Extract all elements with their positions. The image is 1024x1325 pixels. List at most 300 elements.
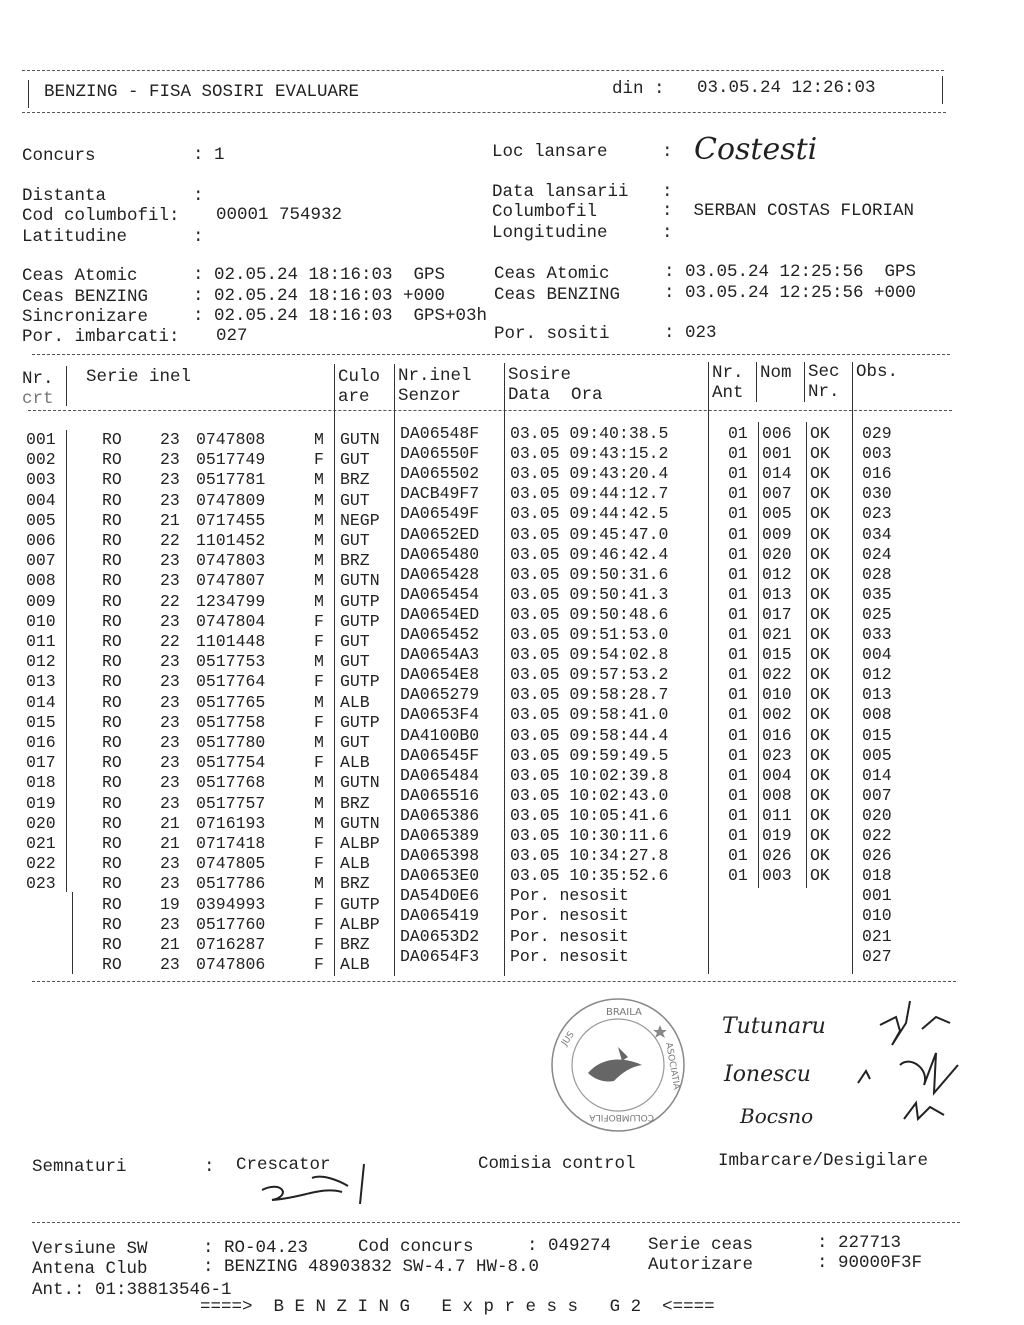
stamp-left-text: JUS [559, 1029, 577, 1048]
row-color: GUT [340, 490, 370, 510]
row-an: 23 [160, 854, 180, 874]
row-nom: 013 [762, 584, 792, 604]
row-ant: 01 [728, 524, 748, 544]
row-an: 23 [160, 470, 180, 490]
row-obs: 021 [862, 926, 892, 946]
col-nom-header: Nom [760, 363, 792, 383]
row-tara: RO [102, 692, 122, 712]
row-sec: OK [810, 444, 830, 464]
cod-concurs-value: : 049274 [527, 1236, 612, 1256]
row-sex: M [314, 692, 324, 712]
col-sec-header: Sec [808, 362, 840, 382]
crescator-label: Crescator [236, 1155, 331, 1175]
row-an: 23 [160, 712, 180, 732]
row-tara: RO [102, 773, 122, 793]
row-sensor: DA065428 [400, 564, 480, 584]
row-sensor: DA4100B0 [400, 725, 480, 745]
row-ant: 01 [728, 504, 748, 524]
row-obs: 001 [862, 886, 892, 906]
row-an: 23 [160, 773, 180, 793]
row-color: NEGP [340, 510, 380, 530]
row-an: 23 [160, 551, 180, 571]
row-sec: OK [810, 544, 830, 564]
row-arrival: 03.05 10:30:11.6 [510, 826, 669, 845]
row-ring: 0747803 [196, 551, 266, 571]
row-arrival: 03.05 09:57:53.2 [510, 665, 669, 685]
row-obs: 005 [862, 745, 892, 765]
row-sec: OK [810, 826, 830, 845]
association-stamp [548, 995, 688, 1135]
row-sec: OK [810, 645, 830, 665]
row-obs: 007 [862, 785, 892, 805]
col-sep-7b [806, 422, 807, 888]
row-obs: 003 [862, 444, 892, 464]
col-nrant-header: Nr. [712, 363, 744, 383]
row-nom: 011 [762, 805, 792, 825]
imbarcare-label: Imbarcare/Desigilare [718, 1151, 929, 1171]
row-ring: 0517764 [196, 672, 266, 692]
row-obs: 033 [862, 625, 892, 644]
row-obs: 013 [862, 685, 892, 705]
table-top-rule [32, 354, 950, 355]
stamp-bottom-text: COLUMBOFILA [589, 1112, 654, 1122]
row-tara: RO [102, 571, 122, 591]
row-tara: RO [102, 813, 122, 833]
concurs-label: Concurs [22, 146, 96, 166]
row-an: 23 [160, 450, 180, 470]
table-bottom-rule [32, 981, 956, 982]
row-color: GUTN [340, 571, 380, 591]
row-ant: 01 [728, 665, 748, 685]
row-sensor: DA065454 [400, 584, 480, 604]
row-obs: 022 [862, 826, 892, 845]
table-header-rule [28, 410, 952, 411]
row-sec: OK [810, 504, 830, 524]
row-sex: M [314, 813, 324, 833]
col-sec-header-2: Nr. [808, 382, 840, 402]
row-ring: 0517749 [196, 450, 266, 470]
row-nr: 022 [26, 854, 56, 874]
row-arrival: 03.05 09:44:42.5 [510, 504, 669, 524]
row-nom: 007 [762, 484, 792, 504]
row-sensor: DA065389 [400, 826, 480, 845]
row-obs: 034 [862, 524, 892, 544]
por-imbarcati-value: 027 [216, 326, 248, 346]
row-sensor: DA0653E0 [400, 866, 480, 886]
row-nom: 004 [762, 765, 792, 785]
row-nom: 009 [762, 524, 792, 544]
row-obs: 008 [862, 705, 892, 725]
row-color: GUTN [340, 430, 380, 449]
row-sex: M [314, 652, 324, 672]
pigeon-icon [588, 1047, 642, 1082]
semnaturi-colon: : [204, 1157, 215, 1177]
row-sec: OK [810, 665, 830, 685]
row-ant: 01 [728, 685, 748, 705]
row-ant: 01 [728, 805, 748, 825]
row-nr: 010 [26, 611, 56, 631]
row-ring: 0747809 [196, 490, 266, 510]
row-tara: RO [102, 894, 122, 914]
latitudine-label: Latitudine [22, 227, 128, 247]
ceas-atomic-end-value: : 03.05.24 12:25:56 GPS [664, 262, 917, 282]
row-nr: 015 [26, 712, 56, 732]
row-an: 23 [160, 611, 180, 631]
row-color: GUT [340, 531, 370, 550]
row-tara: RO [102, 935, 122, 954]
row-color: ALB [340, 692, 370, 712]
col-nr-header: Nr. [22, 369, 54, 389]
col-obs-header: Obs. [856, 362, 899, 382]
row-an: 23 [160, 914, 180, 934]
row-sec: OK [810, 484, 830, 504]
row-arrival: 03.05 09:40:38.5 [510, 424, 669, 443]
row-ant: 01 [728, 705, 748, 725]
autorizare-value: : 90000F3F [817, 1253, 923, 1273]
por-sositi-value: : 023 [664, 323, 717, 343]
data-lansarii-value: : [662, 182, 673, 202]
row-color: GUTP [340, 894, 380, 914]
row-tara: RO [102, 733, 122, 752]
stamp-top-text: BRAILA [606, 1007, 642, 1018]
row-an: 23 [160, 692, 180, 712]
row-sex: M [314, 551, 324, 571]
row-nom: 008 [762, 785, 792, 805]
row-tara: RO [102, 753, 122, 773]
row-color: GUTN [340, 773, 380, 793]
row-nr: 014 [26, 692, 56, 712]
row-sex: M [314, 510, 324, 530]
ceas-benzing-end-value: : 03.05.24 12:25:56 +000 [664, 283, 917, 303]
row-nr: 021 [26, 834, 56, 853]
row-sensor: DACB49F7 [400, 484, 480, 504]
row-obs: 023 [862, 504, 892, 524]
row-nr: 019 [26, 793, 56, 813]
row-color: GUTP [340, 672, 380, 692]
cod-columbofil-value: 00001 754932 [216, 205, 343, 225]
row-ant: 01 [728, 866, 748, 886]
row-obs: 025 [862, 604, 892, 624]
row-nr: 005 [26, 510, 56, 530]
row-color: GUTP [340, 712, 380, 732]
row-ring: 0717418 [196, 834, 266, 853]
row-color: GUT [340, 652, 370, 672]
row-ant: 01 [728, 584, 748, 604]
row-sec: OK [810, 745, 830, 765]
row-sex: M [314, 430, 324, 449]
row-sec: OK [810, 604, 830, 624]
signature-name-3: Bocsno [740, 1104, 814, 1128]
row-color: BRZ [340, 470, 370, 490]
row-nr: 016 [26, 733, 56, 752]
row-sensor: DA06548F [400, 424, 480, 443]
row-obs: 015 [862, 725, 892, 745]
col-culoare-header: Culo [338, 367, 381, 387]
row-an: 22 [160, 632, 180, 651]
row-an: 23 [160, 430, 180, 449]
row-color: GUT [340, 632, 370, 651]
row-nr: 011 [26, 632, 56, 651]
row-ant: 01 [728, 444, 748, 464]
row-sex: F [314, 854, 324, 874]
row-sec: OK [810, 805, 830, 825]
row-arrival: 03.05 09:50:41.3 [510, 584, 669, 604]
serie-ceas-label: Serie ceas [648, 1235, 754, 1255]
row-sex: F [314, 935, 324, 954]
row-tara: RO [102, 955, 122, 975]
row-arrival: 03.05 09:46:42.4 [510, 544, 669, 564]
row-tara: RO [102, 854, 122, 874]
row-nom: 016 [762, 725, 792, 745]
row-sensor: DA065419 [400, 906, 480, 926]
row-nr: 017 [26, 753, 56, 773]
row-tara: RO [102, 490, 122, 510]
col-sep-5 [708, 362, 709, 974]
row-ring: 0747807 [196, 571, 266, 591]
row-tara: RO [102, 874, 122, 894]
row-color: GUTP [340, 611, 380, 631]
row-an: 23 [160, 955, 180, 975]
row-an: 21 [160, 834, 180, 853]
row-ant: 01 [728, 484, 748, 504]
row-obs: 026 [862, 846, 892, 866]
row-obs: 035 [862, 584, 892, 604]
row-sensor: DA0653D2 [400, 926, 480, 946]
row-sex: M [314, 773, 324, 793]
row-ring: 1101452 [196, 531, 266, 550]
row-color: BRZ [340, 935, 370, 954]
row-sec: OK [810, 564, 830, 584]
row-an: 23 [160, 874, 180, 894]
row-arrival: 03.05 09:45:47.0 [510, 524, 669, 544]
columbofil-value: : SERBAN COSTAS FLORIAN [662, 201, 915, 221]
row-ant: 01 [728, 785, 748, 805]
row-sex: F [314, 611, 324, 631]
row-sex: M [314, 490, 324, 510]
row-nr: 001 [26, 430, 56, 449]
row-color: GUT [340, 733, 370, 752]
col-nr-header-2: crt [22, 389, 54, 409]
row-arrival: Por. nesosit [510, 886, 629, 906]
row-sex: F [314, 834, 324, 853]
row-arrival: 03.05 10:34:27.8 [510, 846, 669, 866]
row-ant: 01 [728, 745, 748, 765]
row-ring: 0517765 [196, 692, 266, 712]
row-ant: 01 [728, 564, 748, 584]
row-nom: 002 [762, 705, 792, 725]
row-sex: M [314, 470, 324, 490]
row-nom: 020 [762, 544, 792, 564]
row-an: 21 [160, 813, 180, 833]
row-sensor: DA065398 [400, 846, 480, 866]
row-an: 23 [160, 652, 180, 672]
row-ring: 1101448 [196, 632, 266, 651]
row-ring: 0716287 [196, 935, 266, 954]
serie-ceas-value: : 227713 [817, 1233, 902, 1253]
row-nom: 003 [762, 866, 792, 886]
row-sensor: DA06550F [400, 444, 480, 464]
row-sensor: DA065484 [400, 765, 480, 785]
row-arrival: 03.05 09:54:02.8 [510, 645, 669, 665]
row-nom: 006 [762, 424, 792, 443]
row-an: 23 [160, 490, 180, 510]
row-nr: 008 [26, 571, 56, 591]
row-obs: 014 [862, 765, 892, 785]
row-color: GUT [340, 450, 370, 470]
col-serie-header: Serie inel [86, 367, 192, 387]
row-sex: M [314, 531, 324, 550]
row-arrival: 03.05 09:58:44.4 [510, 725, 669, 745]
row-arrival: Por. nesosit [510, 926, 629, 946]
loc-lansare-label: Loc lansare [492, 142, 608, 162]
row-sensor: DA065452 [400, 625, 480, 644]
longitudine-label: Longitudine [492, 223, 608, 243]
crescator-signature [252, 1160, 382, 1210]
din-label: din : [612, 79, 665, 99]
sincronizare-label: Sincronizare [22, 307, 149, 327]
ant-label: Ant.: 01:38813546-1 [32, 1280, 232, 1300]
row-sec: OK [810, 705, 830, 725]
col-nrinel-header: Nr.inel [398, 366, 472, 386]
row-ring: 0517768 [196, 773, 266, 793]
din-value: 03.05.24 12:26:03 [697, 78, 876, 98]
row-an: 19 [160, 894, 180, 914]
row-sex: F [314, 672, 324, 692]
row-ant: 01 [728, 846, 748, 866]
data-lansarii-label: Data lansarii [492, 182, 629, 202]
antena-value: : BENZING 48903832 SW-4.7 HW-8.0 [203, 1257, 540, 1277]
ceas-atomic-value: : 02.05.24 18:16:03 GPS [193, 265, 446, 285]
row-tara: RO [102, 712, 122, 732]
row-sec: OK [810, 584, 830, 604]
row-tara: RO [102, 591, 122, 611]
row-sex: F [314, 632, 324, 651]
col-nrinel-header-2: Senzor [398, 386, 462, 406]
row-tara: RO [102, 611, 122, 631]
row-sensor: DA0654ED [400, 604, 480, 624]
row-tara: RO [102, 652, 122, 672]
row-obs: 018 [862, 866, 892, 886]
row-nom: 010 [762, 685, 792, 705]
row-an: 23 [160, 793, 180, 813]
row-tara: RO [102, 672, 122, 692]
footer-top-rule [32, 1222, 960, 1223]
ceas-benzing-end-label: Ceas BENZING [494, 285, 621, 305]
autorizare-label: Autorizare [648, 1255, 754, 1275]
row-arrival: 03.05 09:44:12.7 [510, 484, 669, 504]
header-bottom-rule [22, 112, 946, 113]
row-an: 23 [160, 672, 180, 692]
row-sex: M [314, 793, 324, 813]
row-arrival: 03.05 09:58:41.0 [510, 705, 669, 725]
row-sensor: DA065386 [400, 805, 480, 825]
row-sensor: DA06549F [400, 504, 480, 524]
col-sep-7 [804, 362, 805, 402]
row-obs: 012 [862, 665, 892, 685]
row-nom: 017 [762, 604, 792, 624]
row-arrival: 03.05 09:51:53.0 [510, 625, 669, 644]
row-ring: 0747805 [196, 854, 266, 874]
row-arrival: 03.05 10:35:52.6 [510, 866, 669, 886]
row-ant: 01 [728, 424, 748, 443]
row-color: ALBP [340, 834, 380, 853]
row-sensor: DA0653F4 [400, 705, 480, 725]
ceas-benzing-label: Ceas BENZING [22, 287, 149, 307]
row-obs: 028 [862, 564, 892, 584]
row-obs: 016 [862, 464, 892, 484]
concurs-value: : 1 [193, 145, 225, 165]
versiune-label: Versiune SW [32, 1239, 148, 1259]
row-tara: RO [102, 632, 122, 651]
row-ring: 0517753 [196, 652, 266, 672]
row-ring: 0517760 [196, 914, 266, 934]
row-ring: 0747804 [196, 611, 266, 631]
row-arrival: 03.05 10:05:41.6 [510, 805, 669, 825]
loc-lansare-colon: : [662, 142, 673, 162]
por-imbarcati-label: Por. imbarcati: [22, 327, 180, 347]
stamp-right-text: ASOCIATIA [663, 1041, 682, 1091]
row-arrival: Por. nesosit [510, 946, 629, 966]
header-top-rule [22, 70, 944, 71]
col-culoare-header-2: are [338, 387, 370, 407]
row-an: 23 [160, 571, 180, 591]
row-sex: M [314, 591, 324, 611]
semnaturi-label: Semnaturi [32, 1157, 127, 1177]
comisia-label: Comisia control [478, 1154, 636, 1174]
row-sex: M [314, 874, 324, 894]
row-nom: 012 [762, 564, 792, 584]
versiune-value: : RO-04.23 [203, 1238, 309, 1258]
row-sex: F [314, 914, 324, 934]
distanta-label: Distanta [22, 186, 107, 206]
row-nr: 009 [26, 591, 56, 611]
row-an: 23 [160, 753, 180, 773]
row-ant: 01 [728, 544, 748, 564]
latitudine-value: : [193, 227, 204, 247]
row-ant: 01 [728, 625, 748, 644]
row-ring: 0747806 [196, 955, 266, 975]
row-an: 22 [160, 591, 180, 611]
row-sex: M [314, 733, 324, 752]
row-ant: 01 [728, 604, 748, 624]
col-sep-6b [758, 422, 759, 888]
row-sensor: DA065480 [400, 544, 480, 564]
row-nr: 006 [26, 531, 56, 550]
row-an: 22 [160, 531, 180, 550]
row-obs: 010 [862, 906, 892, 926]
row-ring: 0517758 [196, 712, 266, 732]
row-arrival: 03.05 10:02:39.8 [510, 765, 669, 785]
row-nr: 012 [26, 652, 56, 672]
ceas-atomic-label: Ceas Atomic [22, 266, 138, 286]
row-arrival: Por. nesosit [510, 906, 629, 926]
col-sep-3 [394, 364, 395, 976]
row-ring: 0517754 [196, 753, 266, 773]
row-an: 23 [160, 733, 180, 752]
row-ring: 0517781 [196, 470, 266, 490]
row-color: GUTN [340, 813, 380, 833]
row-sec: OK [810, 846, 830, 866]
row-color: ALB [340, 955, 370, 975]
row-color: ALB [340, 854, 370, 874]
row-sensor: DA065516 [400, 785, 480, 805]
row-ant: 01 [728, 725, 748, 745]
row-nom: 014 [762, 464, 792, 484]
row-arrival: 03.05 09:50:48.6 [510, 604, 669, 624]
col-sep-6 [756, 362, 757, 402]
row-an: 21 [160, 935, 180, 954]
sincronizare-value: : 02.05.24 18:16:03 GPS+03h [193, 306, 488, 326]
